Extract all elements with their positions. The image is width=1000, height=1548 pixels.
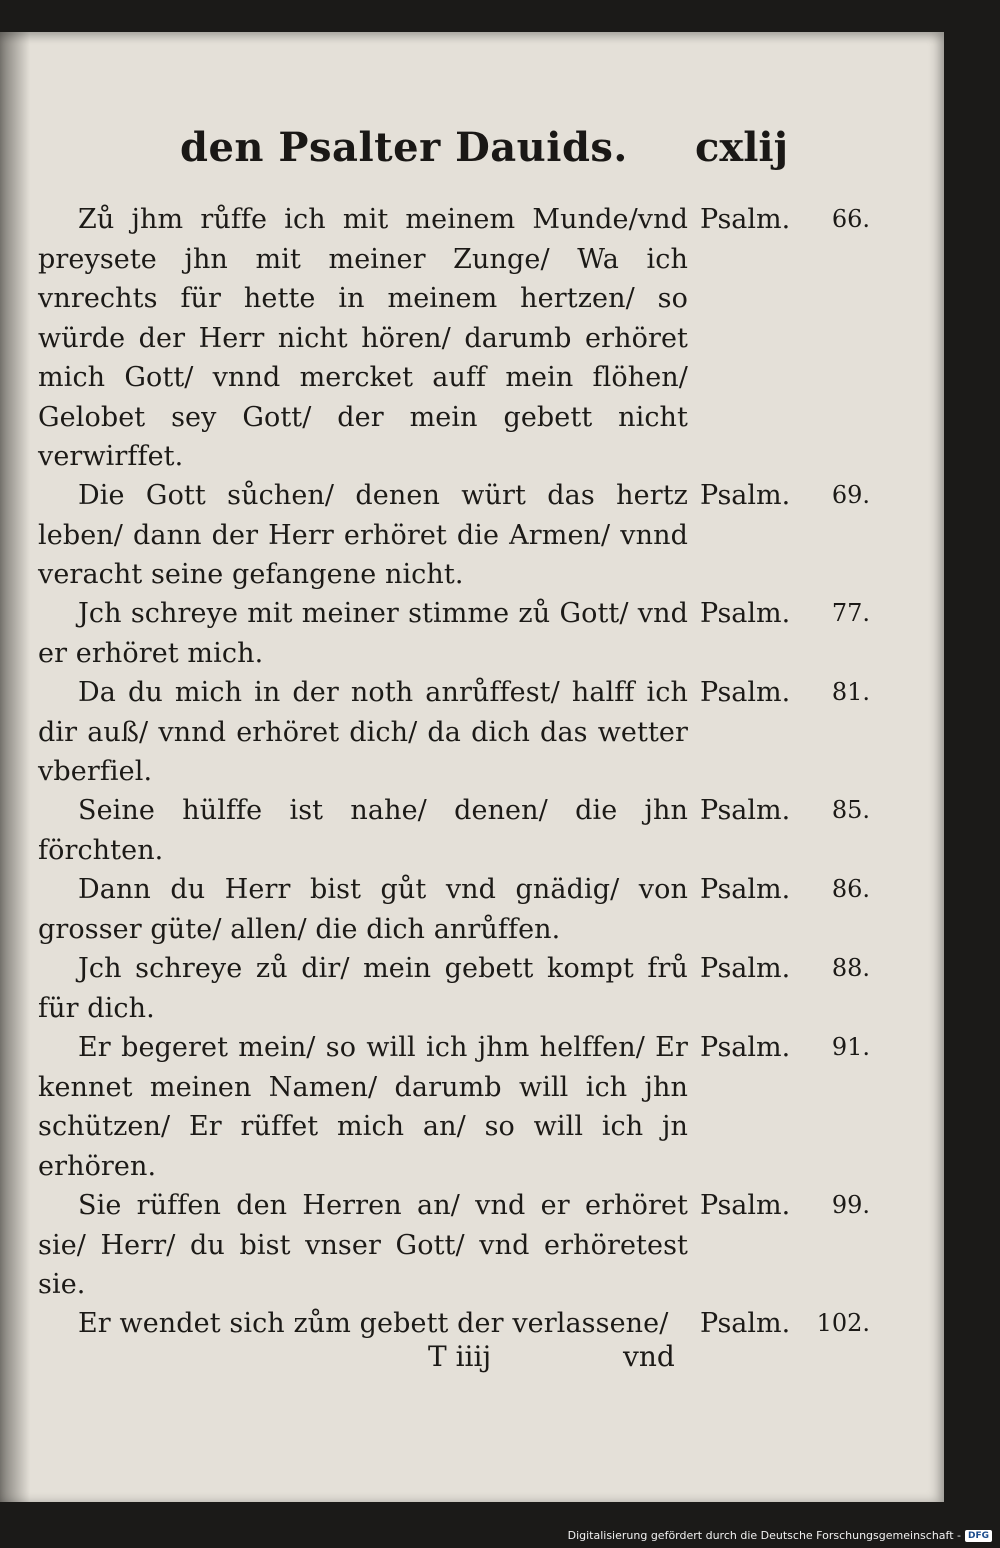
verse-entry: [38, 594, 870, 673]
catchword: vnd: [623, 1340, 675, 1373]
verse-text: Sie rüffen den Herren an/ vnd er erhöret sie/ Herr/ du bist vnser Gott/ vnd erhöretest sie.: [38, 1190, 688, 1300]
verse-entry: [38, 673, 870, 791]
psalm-number: 85.: [831, 796, 870, 824]
psalm-number: 69.: [831, 481, 870, 509]
psalm-reference: [700, 791, 870, 831]
dfg-logo: DFG: [965, 1530, 992, 1542]
verse-text: Die Gott sůchen/ denen würt das hertz leben/ dann der Herr erhöret die Armen/ vnnd veracht seine gefangene nicht.: [38, 480, 688, 590]
psalm-number: 102.: [816, 1309, 870, 1337]
verse-text: Jch schreye mit meiner stimme zů Gott/ vnd er erhöret mich.: [38, 598, 688, 669]
psalm-number: 66.: [831, 205, 870, 233]
psalm-label: Psalm.: [700, 1308, 791, 1339]
psalm-reference: [700, 200, 870, 240]
verse-entry: [38, 870, 870, 949]
verse-entry: [38, 949, 870, 1028]
book-page: [0, 32, 944, 1502]
psalm-number: 86.: [831, 875, 870, 903]
psalm-reference: [700, 1028, 870, 1068]
psalm-label: Psalm.: [700, 1190, 791, 1221]
psalm-label: Psalm.: [700, 953, 791, 984]
psalm-label: Psalm.: [700, 874, 791, 905]
digitization-credit: [568, 1529, 992, 1542]
verse-entry: [38, 1304, 870, 1344]
verse-entry: [38, 791, 870, 870]
folio-number: cxlij: [695, 124, 789, 171]
psalm-label: Psalm.: [700, 1032, 791, 1063]
verse-entry: [38, 1028, 870, 1186]
psalm-number: 77.: [831, 599, 870, 627]
psalm-reference: [700, 594, 870, 634]
verse-text: Seine hülffe ist nahe/ denen/ die jhn förchten.: [38, 795, 688, 866]
verse-entry: [38, 476, 870, 594]
psalm-reference: [700, 1304, 870, 1344]
verse-entry: [38, 1186, 870, 1304]
verse-entry: [38, 200, 870, 476]
text-block: [38, 200, 870, 1344]
running-head: den Psalter Dauids.: [180, 124, 628, 171]
credit-text: Digitalisierung gefördert durch die Deutsche Forschungsgemeinschaft -: [567, 1529, 961, 1542]
verse-text: Jch schreye zů dir/ mein gebett kompt frů für dich.: [38, 953, 688, 1024]
psalm-label: Psalm.: [700, 598, 791, 629]
psalm-reference: [700, 870, 870, 910]
verse-text: Er begeret mein/ so will ich jhm helffen/ Er kennet meinen Namen/ darumb will ich jhn schützen/ Er rüffet mich an/ so will ich jn erhören.: [38, 1032, 688, 1182]
psalm-number: 88.: [831, 954, 870, 982]
verse-text: Zů jhm růffe ich mit meinem Munde/vnd preysete jhn mit meiner Zunge/ Wa ich vnrechts für hette in meinem hertzen/ so würde der Herr nicht hören/ darumb erhöret mich Gott/ vnnd mercket auff mein flöhen/ Gelobet sey Gott/ der mein gebett nicht verwirffet.: [38, 204, 688, 472]
psalm-number: 91.: [831, 1033, 870, 1061]
psalm-reference: [700, 673, 870, 713]
signature-mark: T iiij: [428, 1340, 492, 1373]
psalm-label: Psalm.: [700, 480, 791, 511]
psalm-number: 81.: [831, 678, 870, 706]
psalm-reference: [700, 949, 870, 989]
gutter-shadow: [0, 32, 30, 1502]
psalm-reference: [700, 476, 870, 516]
psalm-label: Psalm.: [700, 204, 791, 235]
psalm-reference: [700, 1186, 870, 1226]
psalm-label: Psalm.: [700, 677, 791, 708]
psalm-label: Psalm.: [700, 795, 791, 826]
verse-text: Er wendet sich zům gebett der verlassene/: [78, 1308, 669, 1339]
psalm-number: 99.: [831, 1191, 870, 1219]
verse-text: Dann du Herr bist gůt vnd gnädig/ von grosser güte/ allen/ die dich anrůffen.: [38, 874, 688, 945]
verse-text: Da du mich in der noth anrůffest/ halff ich dir auß/ vnnd erhöret dich/ da dich das wetter vberfiel.: [38, 677, 688, 787]
